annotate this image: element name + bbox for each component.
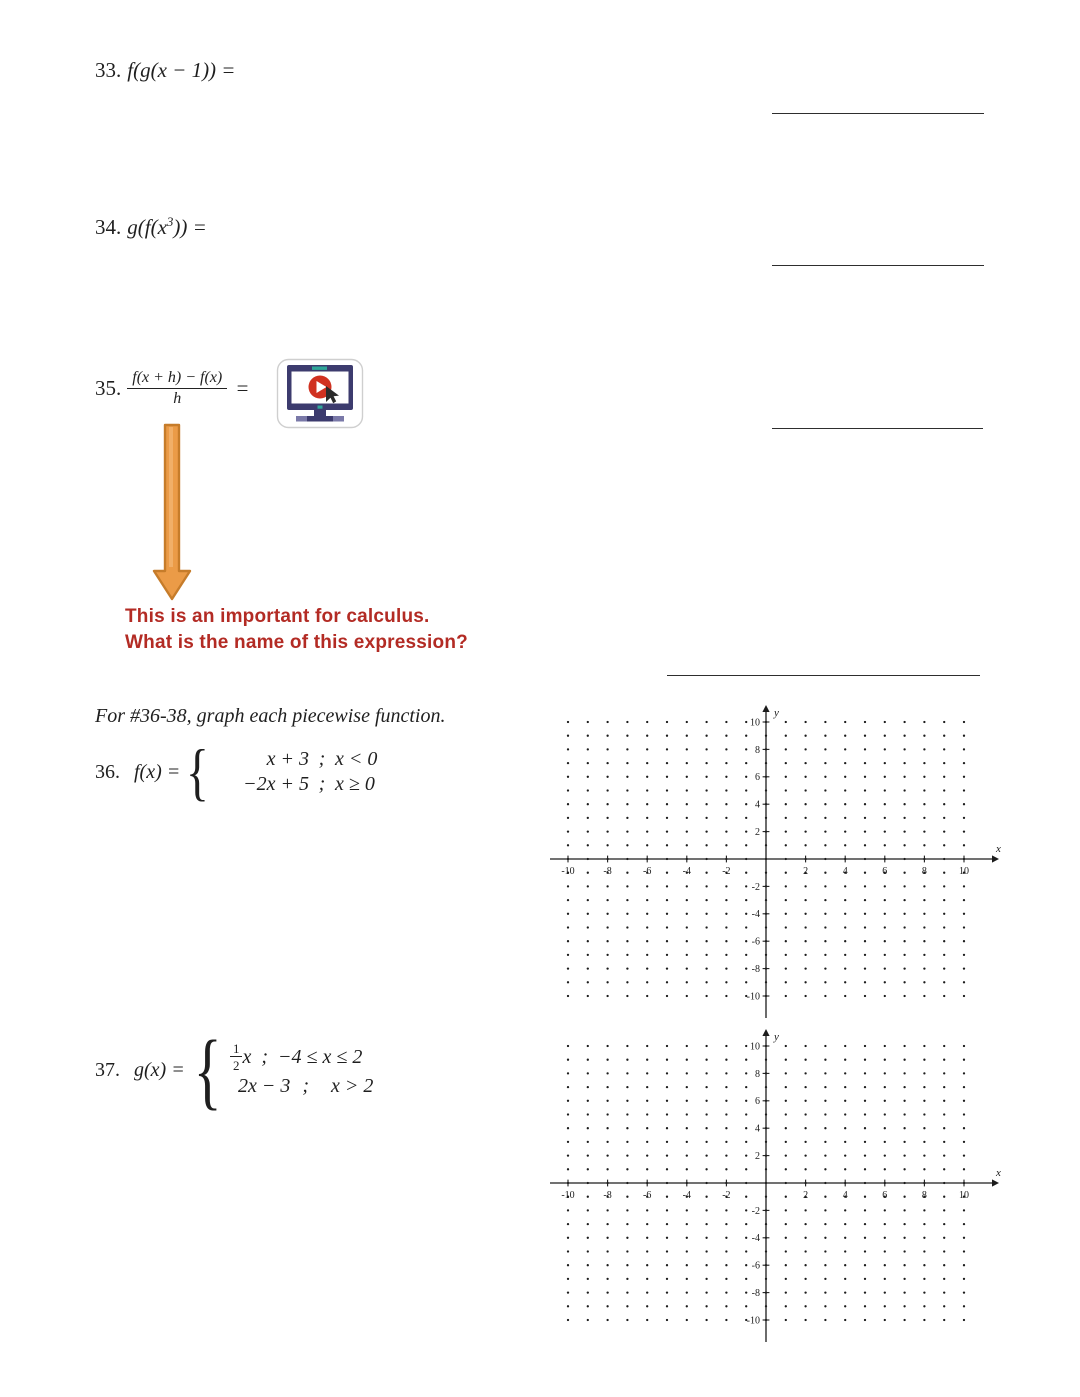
svg-text:8: 8 [755, 744, 760, 756]
svg-text:10: 10 [750, 1041, 760, 1053]
question-37: 37. g(x) = { $\frac{1}{2}$ x ; −4 ≤ x ≤ 2 2x − 3 ; x > 2 [95, 1022, 374, 1118]
svg-text:6: 6 [882, 866, 888, 877]
piecewise-rows-37 [230, 1042, 373, 1098]
svg-text:-8: -8 [751, 964, 760, 975]
svg-text:2: 2 [755, 827, 760, 838]
question-35-equals: = [235, 375, 250, 400]
question-34 [95, 214, 207, 240]
monitor-button [318, 406, 323, 409]
monitor-top-bar [312, 367, 327, 370]
piece-expression: x [242, 1045, 252, 1068]
svg-text:-8: -8 [751, 1288, 760, 1299]
svg-text:4: 4 [755, 1123, 760, 1135]
piece-expression: 2x − 3 [237, 1075, 291, 1097]
svg-text:-2: -2 [722, 866, 731, 877]
down-arrow-icon [152, 423, 192, 603]
svg-text:-10: -10 [746, 1315, 760, 1327]
svg-text:-10: -10 [561, 866, 575, 877]
svg-text:8: 8 [921, 1190, 927, 1201]
svg-text:8: 8 [921, 866, 927, 877]
piece-separator: ; [318, 748, 326, 770]
svg-text:4: 4 [842, 866, 848, 877]
svg-text:-4: -4 [751, 1233, 760, 1245]
svg-text:10: 10 [959, 1190, 969, 1201]
svg-text:-4: -4 [682, 866, 691, 877]
svg-text:2: 2 [803, 866, 809, 877]
piece-separator: ; [302, 1075, 310, 1097]
piecewise-instruction: For #36-38, graph each piecewise function. [95, 705, 446, 727]
question-36-number: 36. [95, 760, 120, 783]
coordinate-grid-36 [545, 700, 1005, 1028]
one-half-fraction: $\frac{1}{2}$ [230, 1042, 243, 1072]
difference-quotient-fraction: $\frac{f(x + h) - f(x)}{h}$ [127, 369, 227, 407]
callout-line-1: This is an important for calculus. [125, 606, 430, 627]
piece-expression: −2x + 5 [243, 773, 309, 795]
piece-condition: x < 0 [334, 748, 378, 770]
svg-text:y: y [774, 1031, 779, 1043]
svg-text:2: 2 [755, 1151, 760, 1162]
svg-text:8: 8 [755, 1068, 760, 1080]
svg-text:10: 10 [959, 866, 969, 877]
question-37-lhs: g(x) = [134, 1058, 185, 1081]
question-33-expression: f(g(x − 1)) = [127, 58, 236, 82]
svg-text:-8: -8 [603, 866, 612, 877]
question-34-expression: $g(f(x^3))$ = [127, 214, 207, 239]
question-36-lhs: f(x) = [134, 760, 181, 783]
svg-text:x: x [996, 1167, 1001, 1179]
monitor-stand [314, 410, 326, 416]
answer-blank-34 [772, 249, 984, 266]
question-35-number: 35. [95, 375, 122, 400]
piece-separator: ; [318, 773, 326, 795]
callout-line-2: What is the name of this expression? [125, 632, 468, 653]
question-33 [95, 58, 235, 83]
question-37-number: 37. [95, 1058, 120, 1081]
piece-separator: ; [261, 1045, 269, 1068]
question-35 [95, 369, 249, 407]
svg-text:6: 6 [882, 1190, 888, 1201]
answer-blank-expression-name [667, 659, 980, 676]
piece-condition: −4 ≤ x ≤ 2 [278, 1045, 363, 1068]
svg-text:10: 10 [750, 717, 760, 729]
svg-text:x: x [996, 843, 1001, 855]
svg-text:-2: -2 [722, 1190, 731, 1201]
svg-text:4: 4 [842, 1190, 848, 1201]
svg-text:6: 6 [755, 1096, 760, 1108]
coordinate-grid-37 [545, 1024, 1005, 1352]
video-play-icon[interactable] [275, 357, 365, 431]
svg-text:-10: -10 [561, 1190, 575, 1201]
svg-text:6: 6 [755, 772, 760, 784]
svg-text:-6: -6 [643, 1190, 652, 1201]
svg-text:-8: -8 [603, 1190, 612, 1201]
piece-condition: x > 2 [331, 1075, 374, 1097]
answer-blank-33 [772, 97, 984, 114]
question-36: 36. f(x) = { x + 3 ; x < 0 −2x + 5 ; x ≥ 0 [95, 736, 378, 807]
piece-expression: x + 3 [266, 748, 309, 770]
svg-text:-2: -2 [751, 1205, 760, 1217]
svg-text:4: 4 [755, 799, 760, 811]
answer-blank-35 [772, 412, 983, 429]
svg-text:y: y [774, 707, 779, 719]
question-33-number: 33. [95, 58, 122, 82]
svg-text:-4: -4 [751, 909, 760, 921]
piece-condition: x ≥ 0 [334, 773, 375, 795]
svg-text:-2: -2 [751, 881, 760, 893]
svg-text:-6: -6 [751, 936, 760, 948]
question-34-number: 34. [95, 215, 122, 239]
svg-text:-10: -10 [746, 991, 760, 1003]
svg-text:-6: -6 [751, 1260, 760, 1272]
calculus-callout [125, 604, 468, 656]
piecewise-rows-36 [215, 748, 377, 796]
svg-text:-4: -4 [682, 1190, 691, 1201]
svg-text:-6: -6 [643, 866, 652, 877]
svg-text:2: 2 [803, 1190, 809, 1201]
